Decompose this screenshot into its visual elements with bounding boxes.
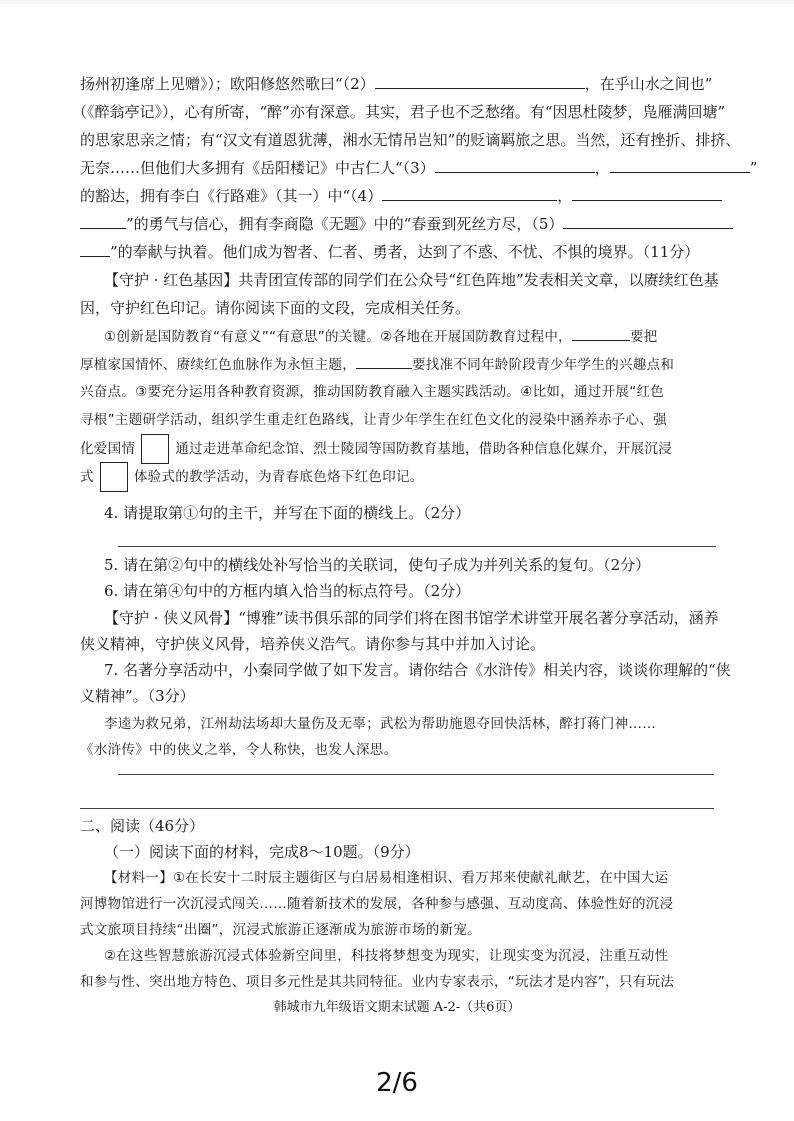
poetry-text: ， [594, 159, 610, 177]
poetry-line-2: （《醉翁亭记》），心有所寄，“醉”亦有深意。其实，君子也不乏愁绪。有“因思杜陵梦，凫雁满回塘” [72, 103, 726, 121]
xia-intro-1: 【守护 · 侠义风骨】“博雅”读书俱乐部的同学们将在图书馆学术讲堂开展名著分享活动，涵养 [104, 609, 719, 627]
poetry-text: 扬州初逢席上见赠》）；欧阳修悠然歌曰“（2） [80, 75, 375, 93]
poetry-text: 的豁达，拥有李白《行路难》（其一）中“（4） [80, 187, 383, 205]
passage-text: 体验式的教学活动，为青春底色烙下红色印记。 [133, 469, 424, 485]
answer-line-q7b[interactable] [80, 808, 714, 809]
poetry-line-6 [80, 214, 733, 234]
poetry-text: ”的勇气与信心，拥有李商隐《无题》中的“春蚕到死丝方尽，（5） [126, 215, 564, 233]
material-1-line-2: 河博物馆进行一次沉浸式闯关……随着新技术的发展，各种参与感强、互动度高、体验性好的沉浸 [80, 896, 674, 912]
page-top-edge [0, 0, 794, 4]
red-gene-intro-2: 因，守护红色印记。请你阅读下面的文段，完成相关任务。 [80, 299, 471, 317]
question-7: 7. 名著分享活动中，小秦同学做了如下发言。请你结合《水浒传》相关内容，谈谈你理解的“侠 [104, 661, 731, 679]
poetry-line-7 [80, 242, 699, 262]
poetry-text: ，在乎山水之间也” [584, 75, 713, 93]
question-6: 6. 请在第④句中的方框内填入恰当的标点符号。（2分） [104, 582, 471, 600]
answer-blank-4b[interactable] [572, 186, 722, 201]
poetry-line-4 [80, 158, 757, 178]
answer-blank-3b[interactable] [610, 158, 750, 173]
passage-text: 厚植家国情怀、赓续红色血脉作为永恒主题， [80, 357, 356, 373]
material-2-line-1: ②在这些智慧旅游沉浸式体验新空间里，科技将梦想变为现实，让现实变为沉浸，注重互动性 [104, 948, 669, 964]
answer-blank-5b[interactable] [80, 242, 110, 257]
answer-blank-5a[interactable] [563, 214, 733, 229]
page-footer: 韩城市九年级语文期末试题 A-2-（共6页） [273, 1000, 521, 1015]
passage-line-6 [80, 460, 424, 494]
passage-text: ①创新是国防教育“有意义”“有意思”的关键。②各地在开展国防教育过程中， [104, 329, 572, 345]
passage-text: 式 [80, 469, 94, 485]
passage-line-2 [80, 354, 674, 375]
poetry-line-3: 的思家思亲之情；有“汉文有道恩犹薄，湘水无情吊岂知”的贬谪羁旅之思。当然，还有挫折、排挤、 [80, 131, 741, 149]
answer-blank-2[interactable] [375, 74, 585, 89]
conjunction-blank-2[interactable] [356, 354, 412, 369]
poetry-text: ”的奉献与执着。他们成为智者、仁者、勇者，达到了不惑、不忧、不惧的境界。（11分） [110, 243, 700, 261]
page-indicator: 2/6 [376, 1068, 418, 1098]
conjunction-blank-1[interactable] [572, 326, 630, 341]
poetry-text: ， [557, 187, 573, 205]
question-7-cont: 义精神”。（3分） [80, 687, 195, 705]
answer-line-q7a[interactable] [118, 774, 714, 775]
question-4: 4. 请提取第①句的主干，并写在下面的横线上。（2分） [104, 504, 471, 522]
poetry-text: ” [749, 159, 758, 177]
passage-line-3: 兴奋点。③要充分运用各种教育资源，推动国防教育融入主题实践活动。④比如，通过开展“红色 [80, 384, 665, 400]
section-reading-title: 二、阅读（46分） [80, 817, 205, 835]
poetry-line-1 [80, 74, 712, 94]
passage-text: 要把 [629, 329, 658, 345]
material-1-line-3: 式文旅项目持续“出圈”，沉浸式旅游正逐渐成为旅游市场的新宠。 [80, 922, 481, 938]
poetry-line-5 [80, 186, 722, 206]
passage-text: 通过走进革命纪念馆、烈士陵园等国防教育基地，借助各种信息化媒介，开展沉浸 [175, 441, 673, 457]
reading-subsection-1: （一）阅读下面的材料，完成8～10题。（9分） [104, 843, 420, 861]
punctuation-box-2[interactable] [100, 462, 128, 492]
answer-blank-4c[interactable] [80, 214, 126, 229]
poetry-text: 无奈……但他们大多拥有《岳阳楼记》中古仁人“（3） [80, 159, 435, 177]
answer-line-q4[interactable] [118, 546, 716, 547]
speech-line-1: 李逵为救兄弟，江州劫法场却大量伤及无辜；武松为帮助施恩夺回快活林，醉打蒋门神…… [104, 716, 656, 732]
speech-line-2: 《水浒传》中的侠义之举，令人称快，也发人深思。 [80, 742, 398, 758]
question-5: 5. 请在第②句中的横线处补写恰当的关联词，使句子成为并列关系的复句。（2分） [104, 556, 651, 574]
xia-intro-2: 侠义精神，守护侠义风骨，培养侠义浩气。请你参与其中并加入讨论。 [80, 635, 546, 653]
passage-line-1 [104, 326, 658, 347]
material-1-line-1: 【材料一】①在长安十二时辰主题街区与白居易相逢相识、看万邦来使献礼献艺，在中国大运 [104, 870, 669, 886]
answer-blank-4a[interactable] [382, 186, 557, 201]
material-2-line-2: 和参与性、突出地方特色、项目多元性是其共同特征。业内专家表示，“玩法才是内容”，只有玩法 [80, 974, 675, 990]
passage-line-4: 寻根”主题研学活动，组织学生重走红色路线，让青少年学生在红色文化的浸染中涵养赤子心、强 [80, 412, 667, 428]
passage-text: 化爱国情 [80, 441, 136, 457]
passage-text: 要找准不同年龄阶段青少年学生的兴趣点和 [412, 357, 675, 373]
red-gene-intro-1: 【守护 · 红色基因】共青团宣传部的同学们在公众号“红色阵地”发表相关文章，以赓续红色基 [104, 271, 719, 289]
answer-blank-3a[interactable] [435, 158, 595, 173]
